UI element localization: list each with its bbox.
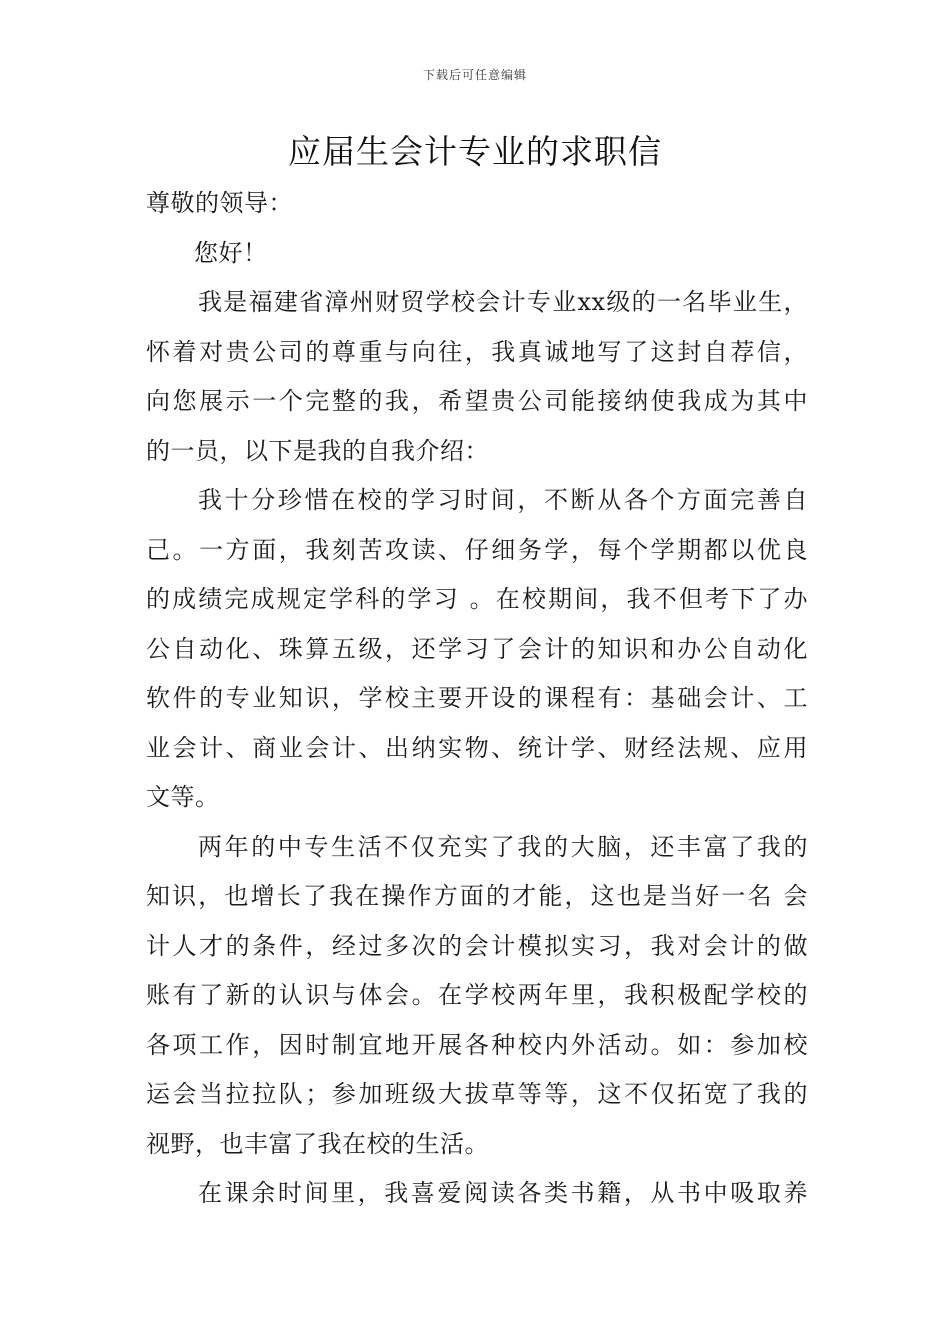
salutation: 尊敬的领导： [146,189,293,217]
paragraph-line: 文等。 [146,783,220,811]
paragraph-line: 公自动化、珠算五级，还学习了会计的知识和办公自动化 [146,634,808,663]
paragraph-line: 我十分珍惜在校的学习时间，不断从各个方面完善自 [198,486,808,514]
paragraph-3 [146,823,808,1170]
paragraph-line: 我是福建省漳州财贸学校会计专业xx级的一名毕业生， [198,288,808,316]
paragraph-line: 的一员，以下是我的自我介绍： [146,436,489,465]
paragraph-line: 账有了新的认识与体会。在学校两年里，我积极配学校的 [146,981,808,1009]
paragraph-4 [146,1169,808,1219]
paragraph-line: 两年的中专生活不仅充实了我的大脑，还丰富了我的 [198,832,808,861]
paragraph-line: 视野，也丰富了我在校的生活。 [146,1129,489,1158]
greeting: 您好！ [194,238,268,267]
paragraph-line: 向您展示一个完整的我，希望贵公司能接纳使我成为其中 [146,387,808,415]
header-note: 下载后可任意编辑 [422,68,527,82]
paragraph-line: 各项工作，因时制宜地开展各种校内外活动。如：参加校 [146,1030,808,1059]
paragraph-line: 知识，也增长了我在操作方面的才能，这也是当好一名 会 [146,882,808,910]
paragraph-line: 软件的专业知识，学校主要开设的课程有：基础会计、工 [146,684,808,712]
paragraph-line: 运会当拉拉队；参加班级大拔草等等，这不仅拓宽了我的 [146,1080,808,1108]
document-title: 应届生会计专业的求职信 [288,132,662,171]
paragraph-line: 在课余时间里，我喜爱阅读各类书籍，从书中吸取养 [198,1179,808,1207]
paragraph-line: 业会计、商业会计、出纳实物、统计学、财经法规、应用 [146,733,808,762]
letter-body [146,179,808,1219]
paragraph-line: 怀着对贵公司的尊重与向往，我真诚地写了这封自荐信， [146,337,808,366]
paragraph-line: 计人才的条件，经过多次的会计模拟实习，我对会计的做 [146,931,808,960]
paragraph-line: 己。一方面，我刻苦攻读、仔细务学，每个学期都以优良 [146,535,808,564]
paragraph-1 [146,278,808,476]
paragraph-2 [146,476,808,823]
paragraph-line: 的成绩完成规定学科的学习 。在校期间，我不但考下了办 [146,585,808,613]
